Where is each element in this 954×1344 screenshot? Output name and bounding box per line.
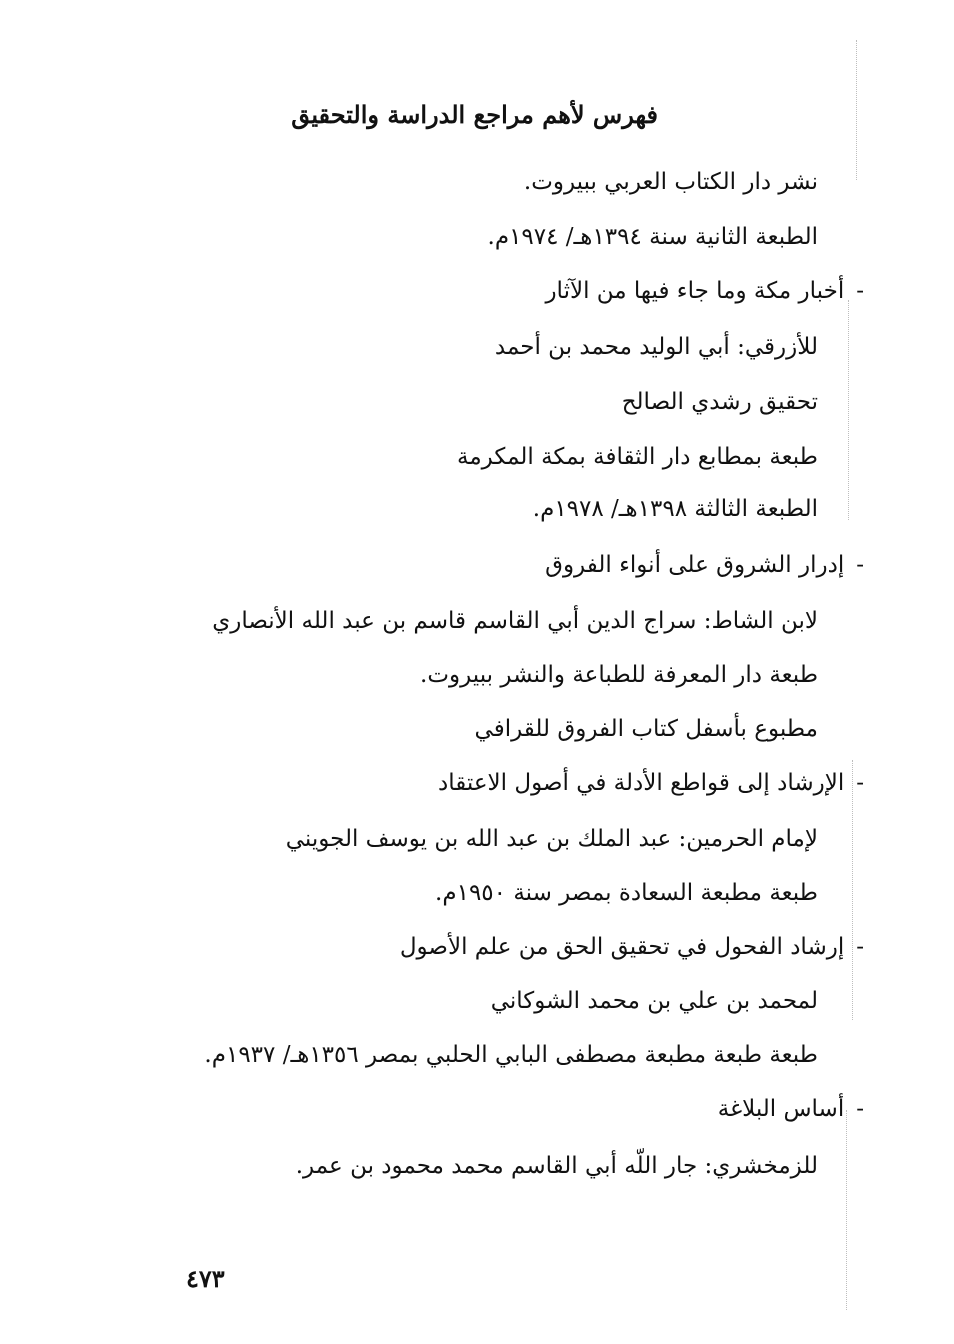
entry-title-text: أساس البلاغة bbox=[717, 1096, 845, 1122]
entry-title-text: الإرشاد إلى قواطع الأدلة في أصول الاعتقاد bbox=[438, 770, 845, 796]
margin-rule bbox=[852, 760, 853, 1020]
entry-line: طبعة دار المعرفة للطباعة والنشر ببيروت. bbox=[420, 662, 818, 688]
entry-dash: - bbox=[856, 278, 864, 304]
entry-line: طبعة بمطابع دار الثقافة بمكة المكرمة bbox=[457, 444, 818, 470]
entry-dash: - bbox=[856, 770, 864, 796]
entry-line: للأزرقي: أبي الوليد محمد بن أحمد bbox=[494, 334, 818, 360]
entry-dash: - bbox=[856, 934, 864, 960]
entry-line: مطبوع بأسفل كتاب الفروق للقرافي bbox=[474, 716, 818, 742]
margin-rule bbox=[848, 300, 849, 520]
page-header-title: فهرس لأهم مراجع الدراسة والتحقيق bbox=[291, 100, 658, 129]
entry-line: نشر دار الكتاب العربي ببيروت. bbox=[523, 169, 818, 195]
entry-title bbox=[400, 931, 864, 963]
entry-title-text: إدرار الشروق على أنواء الفروق bbox=[545, 552, 845, 578]
entry-line: للزمخشري: جار اللّه أبي القاسم محمد محمود بن عمر. bbox=[295, 1153, 818, 1179]
entry-line: الطبعة الثالثة ١٣٩٨هـ/ ١٩٧٨م. bbox=[532, 496, 818, 522]
margin-rule bbox=[856, 40, 857, 180]
entry-line: طبعة مطبعة السعادة بمصر سنة ١٩٥٠م. bbox=[435, 880, 818, 906]
entry-line: لمحمد بن علي بن محمد الشوكاني bbox=[490, 988, 818, 1014]
margin-rule bbox=[846, 1110, 847, 1310]
entry-line: طبعة طبعة مطبعة مصطفى البابي الحلبي بمصر ١٣٥٦هـ/ ١٩٣٧م. bbox=[204, 1042, 818, 1068]
entry-line: لابن الشاط: سراج الدين أبي القاسم قاسم بن عبد الله الأنصاري bbox=[212, 608, 818, 634]
entry-title bbox=[545, 275, 864, 307]
entry-title bbox=[545, 549, 864, 581]
entry-dash: - bbox=[856, 552, 864, 578]
entry-title bbox=[718, 1093, 864, 1125]
entry-line: تحقيق رشدي الصالح bbox=[621, 389, 818, 415]
entry-line: الطبعة الثانية سنة ١٣٩٤هـ/ ١٩٧٤م. bbox=[487, 224, 818, 250]
entry-line: لإمام الحرمين: عبد الملك بن عبد الله بن يوسف الجويني bbox=[285, 826, 818, 852]
entry-title-text: أخبار مكة وما جاء فيها من الآثار bbox=[545, 278, 845, 304]
entry-dash: - bbox=[856, 1096, 864, 1122]
entry-title bbox=[438, 767, 864, 799]
entry-title-text: إرشاد الفحول في تحقيق الحق من علم الأصول bbox=[399, 934, 845, 960]
page-number: ٤٧٣ bbox=[186, 1264, 225, 1293]
